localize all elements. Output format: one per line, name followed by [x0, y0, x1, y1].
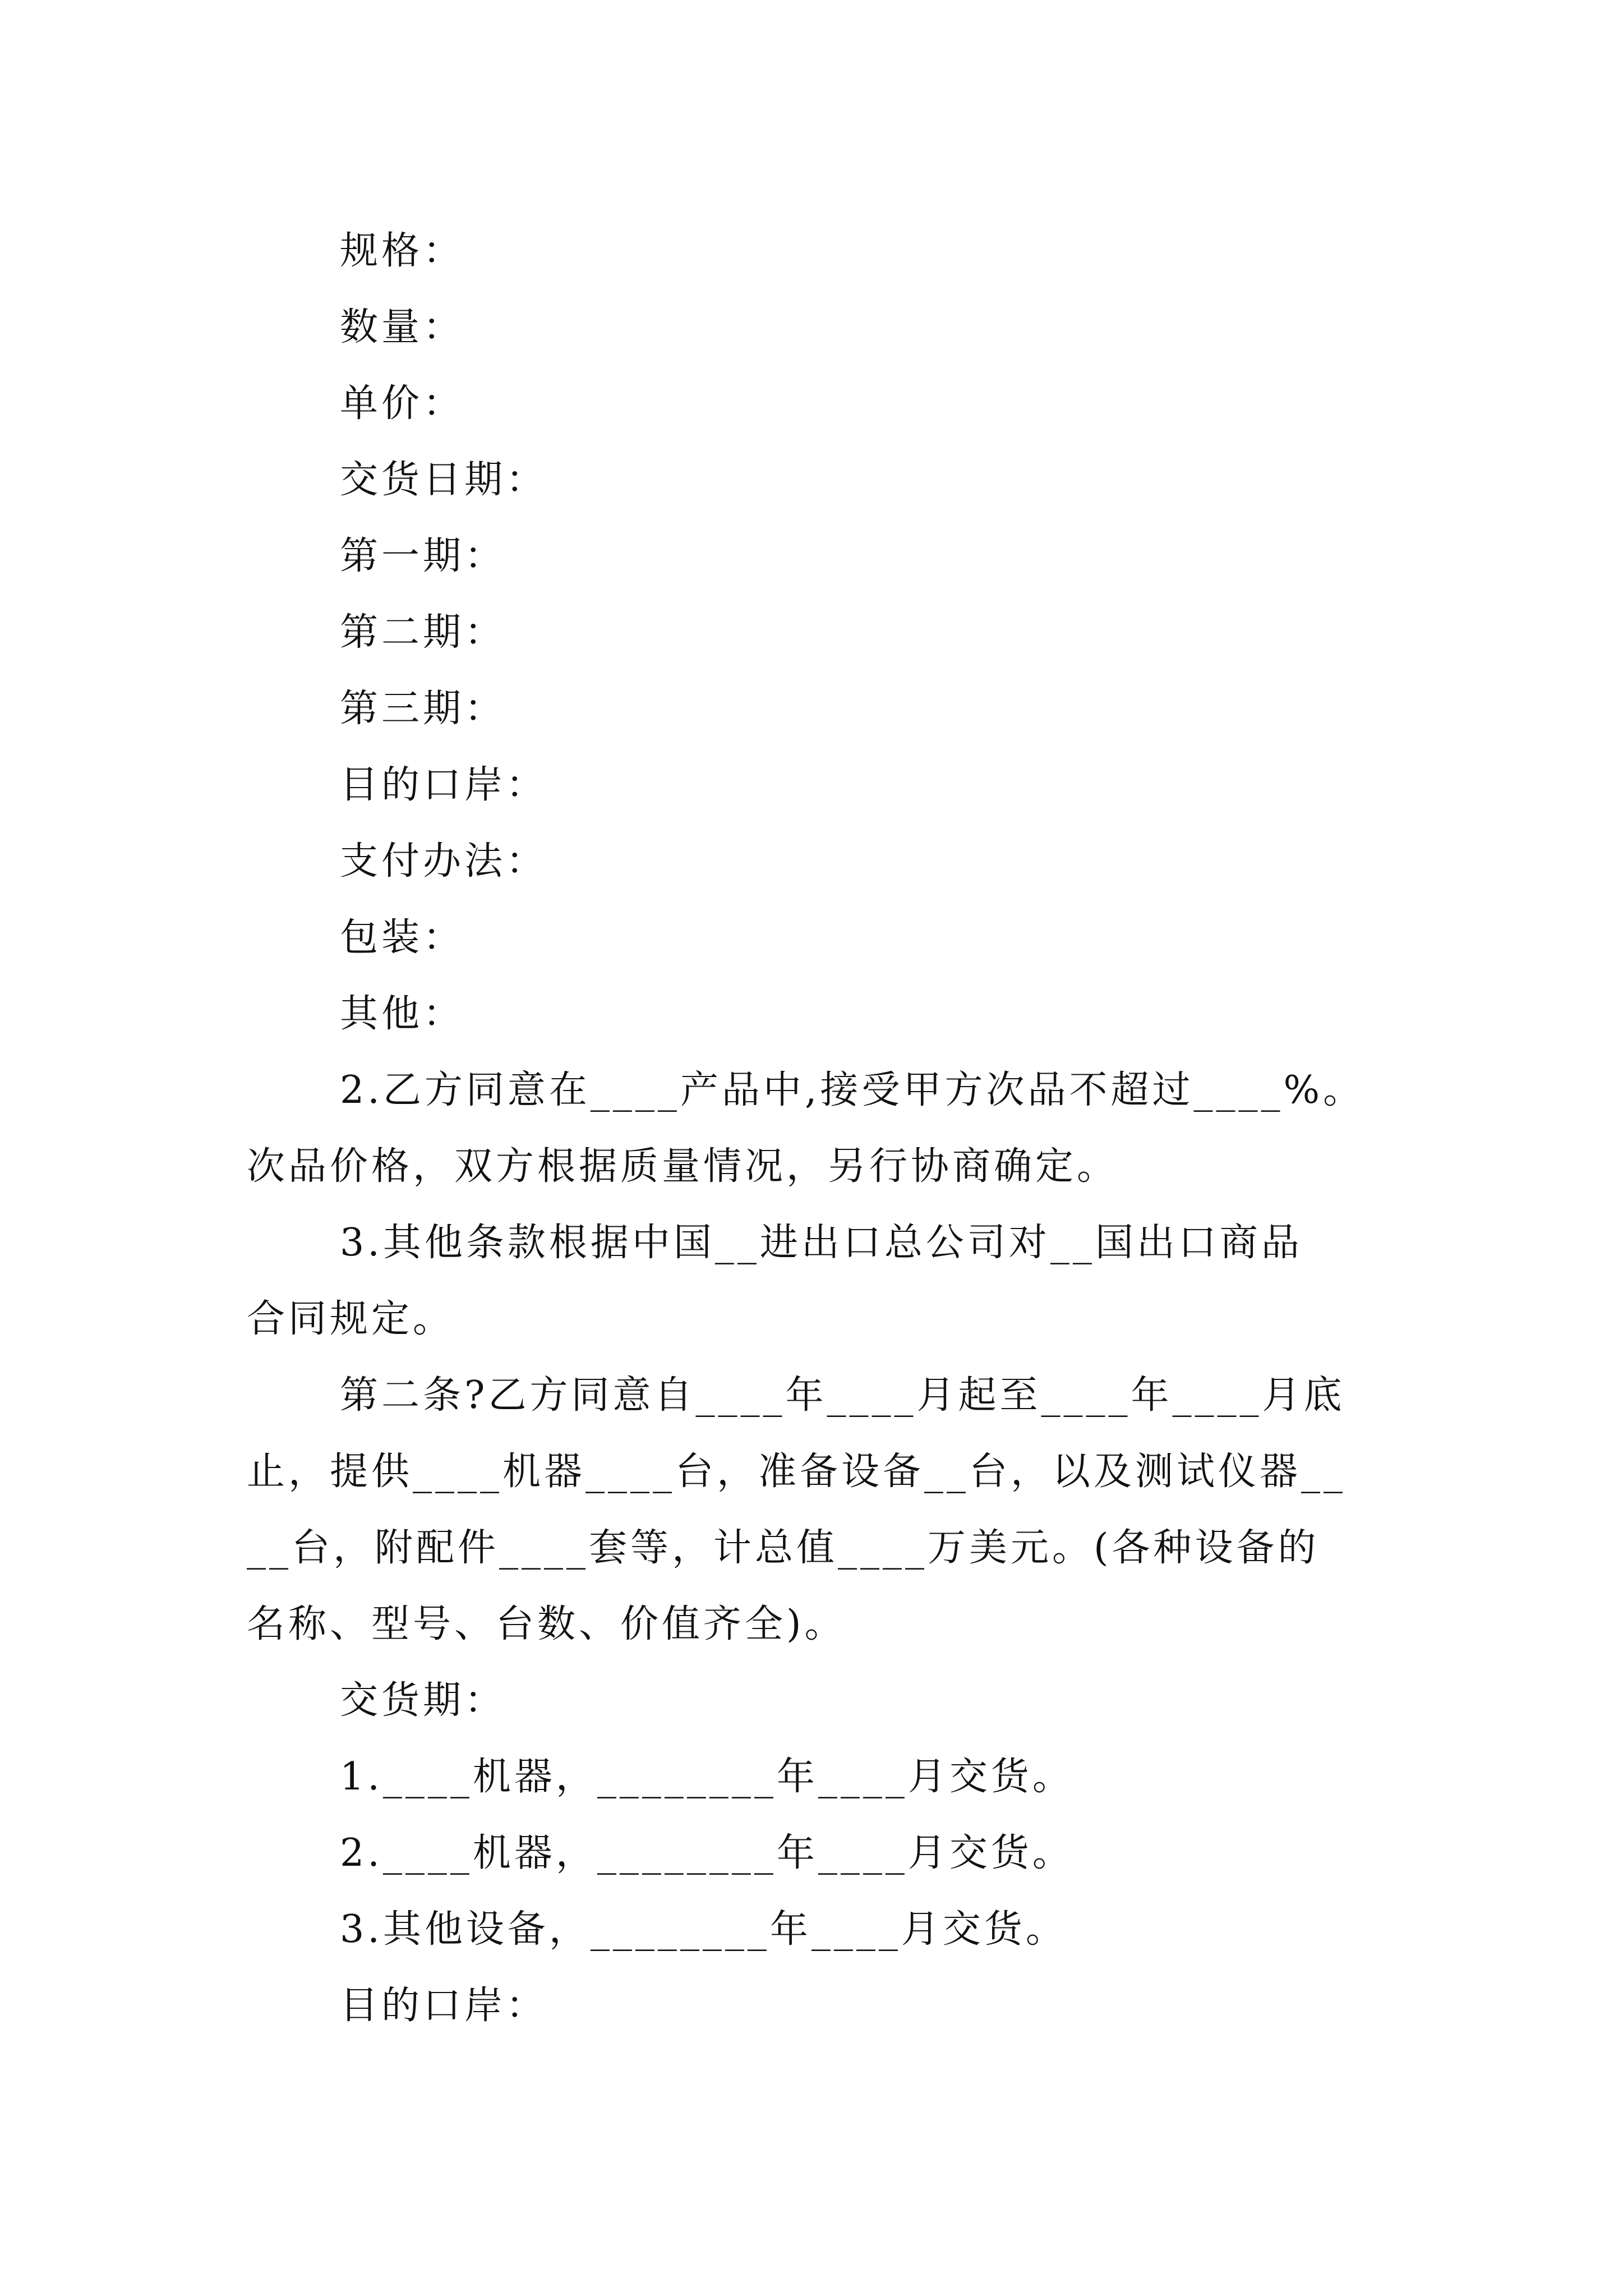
defect-price-line: 次品价格，双方根据质量情况，另行协商确定。	[247, 1144, 1119, 1189]
contract-rules-line: 合同规定。	[247, 1297, 455, 1341]
spec-line: 规格：	[340, 229, 465, 273]
equipment-details-line: 名称、型号、台数、价值齐全)。	[247, 1602, 846, 1646]
delivery-period-line: 交货期：	[340, 1678, 506, 1723]
delivery-date-line: 交货日期：	[340, 458, 548, 502]
delivery-item-2: 2.____机器，________年____月交货。	[340, 1831, 1074, 1875]
phase-three-line: 第三期：	[340, 687, 506, 731]
unit-price-line: 单价：	[340, 381, 465, 426]
equipment-supply-line: 止，提供____机器____台，准备设备__台，以及测试仪器__	[247, 1450, 1347, 1494]
clause-2-line: 2.乙方同意在____产品中,接受甲方次品不超过____%。	[340, 1068, 1365, 1112]
payment-method-line: 支付办法：	[340, 839, 548, 884]
article-two-line: 第二条?乙方同意自____年____月起至____年____月底	[340, 1373, 1345, 1418]
quantity-line: 数量：	[340, 305, 465, 349]
other-line: 其他：	[340, 992, 465, 1036]
phase-one-line: 第一期：	[340, 534, 506, 578]
document-body	[247, 213, 1391, 2044]
phase-two-line: 第二期：	[340, 610, 506, 655]
equipment-total-line: __台，附配件____套等，计总值____万美元。(各种设备的	[247, 1526, 1320, 1570]
delivery-item-1: 1.____机器，________年____月交货。	[340, 1755, 1074, 1799]
packaging-line: 包装：	[340, 915, 465, 960]
destination-port-line: 目的口岸：	[340, 763, 548, 807]
delivery-item-3: 3.其他设备，________年____月交货。	[340, 1907, 1067, 1952]
clause-3-line: 3.其他条款根据中国__进出口总公司对__国出口商品	[340, 1221, 1303, 1265]
destination-port-line-2: 目的口岸：	[340, 1984, 548, 2028]
